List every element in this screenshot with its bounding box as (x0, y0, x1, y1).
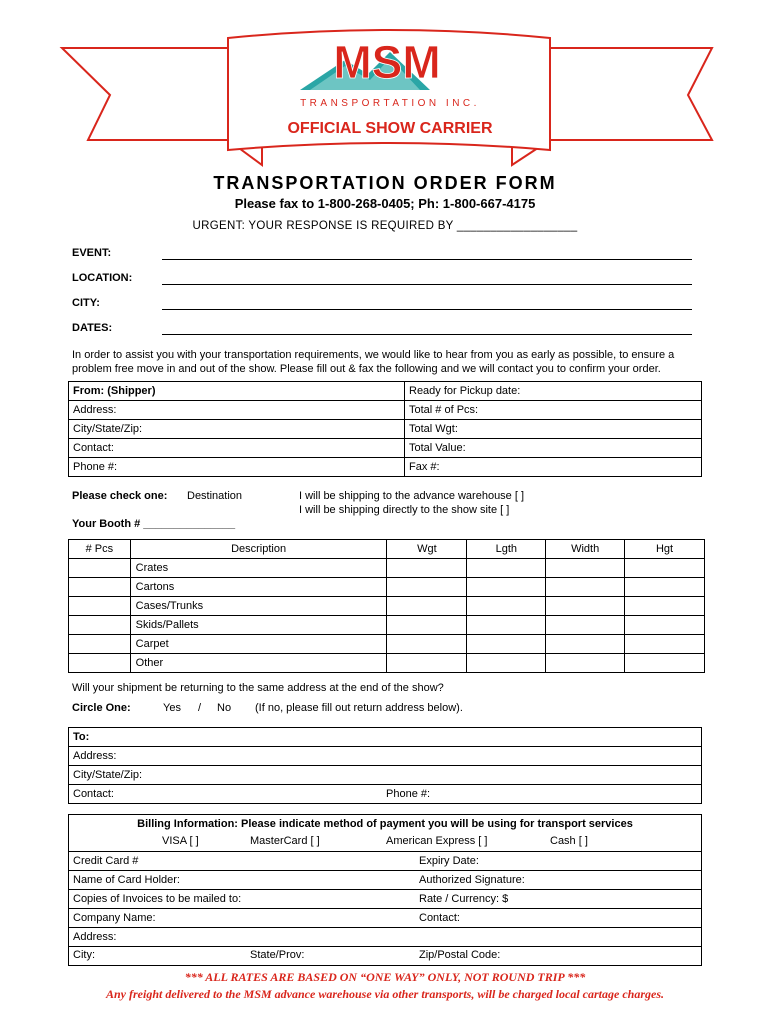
visa-option[interactable]: VISA [ ] (162, 835, 199, 847)
billing-heading: Billing Information: Please indicate method of payment you will be using for transport services (69, 815, 702, 834)
table-row (69, 597, 705, 616)
table-row (69, 766, 702, 785)
dates-field[interactable] (162, 324, 692, 335)
table-row (69, 909, 702, 928)
yes-option[interactable]: Yes (163, 702, 181, 714)
item-crates: Crates (130, 559, 387, 578)
table-row (69, 728, 702, 747)
col-header-description: Description (130, 540, 387, 559)
total-value-cell[interactable]: Total Value: (405, 439, 702, 458)
company-name: TRANSPORTATION INC. (300, 98, 480, 109)
billing-table (68, 814, 702, 966)
total-wgt-cell[interactable]: Total Wgt: (405, 420, 702, 439)
table-row (69, 559, 705, 578)
col-header-hgt: Hgt (625, 540, 705, 559)
table-row (69, 458, 702, 477)
advance-warehouse-option[interactable]: I will be shipping to the advance warehouse [ ] (299, 490, 525, 502)
city-field[interactable] (162, 299, 692, 310)
city-label: CITY: (72, 297, 100, 309)
location-label: LOCATION: (72, 272, 133, 284)
table-row (69, 833, 702, 852)
circle-one-label: Circle One: (72, 702, 131, 714)
col-header-width: Width (546, 540, 625, 559)
table-row (69, 401, 702, 420)
shipper-city-cell[interactable]: City/State/Zip: (69, 420, 405, 439)
item-skids: Skids/Pallets (130, 616, 387, 635)
urgent-line: URGENT: YOUR RESPONSE IS REQUIRED BY __________________ (192, 220, 578, 232)
to-city-field[interactable]: City/State/Zip: (69, 766, 702, 785)
total-pcs-cell[interactable]: Total # of Pcs: (405, 401, 702, 420)
to-address-field[interactable]: Address: (69, 747, 702, 766)
ribbon-left-tail (62, 48, 228, 140)
show-site-option[interactable]: I will be shipping directly to the show site [ ] (299, 504, 510, 516)
ribbon-right-tail (550, 48, 712, 140)
event-field[interactable] (162, 249, 692, 260)
table-row (69, 654, 705, 673)
table-row (69, 815, 702, 834)
no-option[interactable]: No (217, 702, 232, 714)
authorized-signature-field[interactable]: Authorized Signature: (415, 871, 702, 890)
shipper-phone-cell[interactable]: Phone #: (69, 458, 405, 477)
billing-zip-field[interactable]: Zip/Postal Code: (419, 949, 501, 961)
pickup-date-cell[interactable]: Ready for Pickup date: (405, 382, 702, 401)
location-field[interactable] (162, 274, 692, 285)
billing-contact-field[interactable]: Contact: (415, 909, 702, 928)
table-row (69, 947, 702, 966)
credit-card-field[interactable]: Credit Card # (69, 852, 416, 871)
table-row (69, 928, 702, 947)
table-row (69, 578, 705, 597)
table-row (69, 747, 702, 766)
card-holder-field[interactable]: Name of Card Holder: (69, 871, 416, 890)
check-one-label: Please check one: (72, 490, 168, 502)
item-cartons: Cartons (130, 578, 387, 597)
header-banner (0, 0, 770, 175)
company-name-field[interactable]: Company Name: (69, 909, 416, 928)
intro-paragraph: In order to assist you with your transportation requirements, we would like to hear from you as early as possible, to ensure a problem free move in and out of the show. Please fill out & fax the following and we will contact you to confirm your order. (72, 349, 675, 375)
fax-phone-line: Please fax to 1-800-268-0405; Ph: 1-800-667-4175 (234, 196, 536, 211)
billing-state-field[interactable]: State/Prov: (250, 949, 305, 961)
table-row (69, 616, 705, 635)
col-header-pcs: # Pcs (69, 540, 131, 559)
cartage-notice: Any freight delivered to the MSM advance warehouse via other transports, will be charged local cartage charges. (106, 987, 664, 1001)
logo-text: MSM (333, 36, 441, 88)
fax-cell[interactable]: Fax #: (405, 458, 702, 477)
event-label: EVENT: (72, 247, 112, 259)
to-title: To: (69, 728, 702, 747)
shipper-address-cell[interactable]: Address: (69, 401, 405, 420)
slash-separator: / (198, 702, 202, 714)
table-row (69, 635, 705, 654)
table-header-row (69, 540, 705, 559)
tagline: OFFICIAL SHOW CARRIER (287, 120, 493, 137)
shipper-contact-cell[interactable]: Contact: (69, 439, 405, 458)
return-address-table (68, 727, 702, 804)
booth-number-field[interactable]: Your Booth # _______________ (72, 518, 236, 530)
mastercard-option[interactable]: MasterCard [ ] (250, 835, 320, 847)
col-header-lgth: Lgth (467, 540, 546, 559)
billing-address-field[interactable]: Address: (69, 928, 702, 947)
to-phone-field[interactable]: Phone #: (382, 785, 702, 804)
to-contact-field[interactable]: Contact: (69, 785, 383, 804)
invoice-copies-field[interactable]: Copies of Invoices to be mailed to: (69, 890, 416, 909)
amex-option[interactable]: American Express [ ] (386, 835, 488, 847)
table-row (69, 439, 702, 458)
form-title: TRANSPORTATION ORDER FORM (213, 173, 557, 193)
table-row (69, 852, 702, 871)
item-other: Other (130, 654, 387, 673)
shipper-from-cell[interactable]: From: (Shipper) (69, 382, 405, 401)
expiry-date-field[interactable]: Expiry Date: (415, 852, 702, 871)
item-carpet: Carpet (130, 635, 387, 654)
table-row (69, 871, 702, 890)
col-header-wgt: Wgt (387, 540, 467, 559)
table-row (69, 382, 702, 401)
cash-option[interactable]: Cash [ ] (550, 835, 588, 847)
shipper-table (68, 381, 702, 477)
rates-notice: *** ALL RATES ARE BASED ON “ONE WAY” ONLY, NOT ROUND TRIP *** (184, 970, 586, 984)
item-cases: Cases/Trunks (130, 597, 387, 616)
dates-label: DATES: (72, 322, 113, 334)
table-row (69, 890, 702, 909)
table-row (69, 785, 702, 804)
items-table (68, 539, 705, 673)
rate-currency-field[interactable]: Rate / Currency: $ (415, 890, 702, 909)
destination-label: Destination (187, 490, 243, 502)
return-note: (If no, please fill out return address below). (255, 702, 463, 714)
return-question: Will your shipment be returning to the same address at the end of the show? (72, 682, 444, 694)
table-row (69, 420, 702, 439)
billing-city-field[interactable]: City: (73, 949, 95, 961)
